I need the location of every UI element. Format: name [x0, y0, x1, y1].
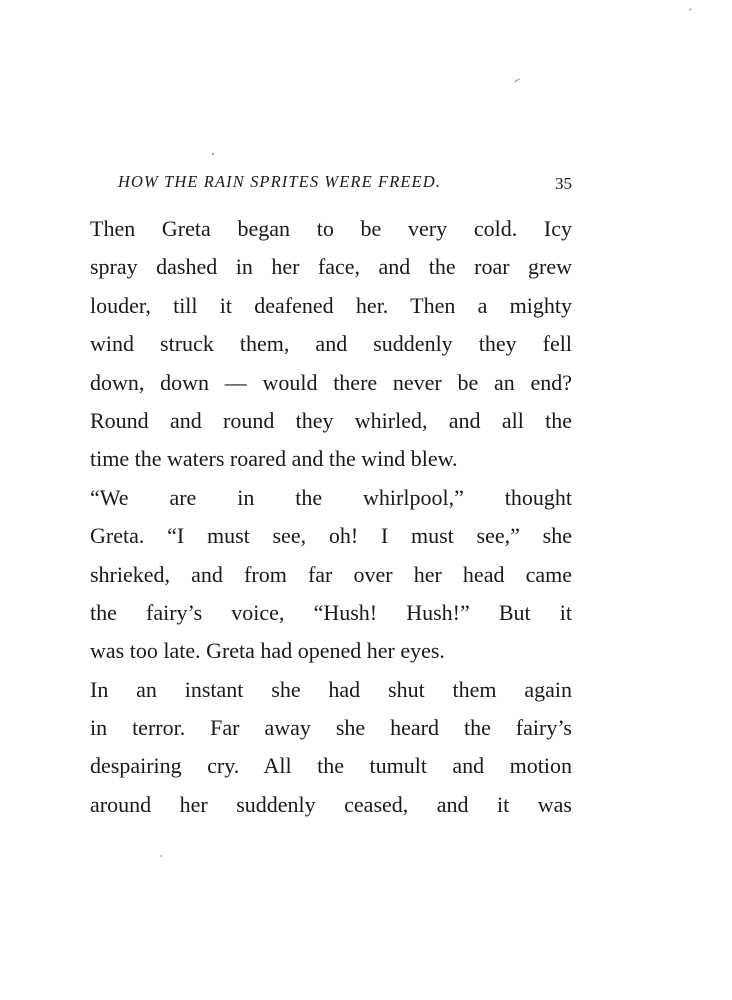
- text-line: despairing cry. All the tumult and motion: [90, 753, 572, 779]
- paper-speck: [514, 78, 519, 82]
- paper-speck: [160, 855, 162, 857]
- text-line: around her suddenly ceased, and it was: [90, 791, 572, 817]
- text-line: “We are in the whirlpool,” thought: [90, 484, 572, 510]
- text-line: was too late. Greta had opened her eyes.: [90, 638, 445, 664]
- text-line: Then Greta began to be very cold. Icy: [90, 216, 572, 241]
- text-line: Round and round they whirled, and all the: [90, 407, 572, 433]
- paper-speck: [689, 8, 692, 11]
- page-number: 35: [555, 174, 572, 193]
- text-line: the fairy’s voice, “Hush! Hush!” But it: [90, 599, 572, 625]
- body-text: [90, 210, 572, 824]
- text-line: wind struck them, and suddenly they fell: [90, 331, 572, 357]
- text-line: spray dashed in her face, and the roar grew: [90, 254, 572, 280]
- running-head: [90, 172, 572, 200]
- text-line: In an instant she had shut them again: [90, 676, 572, 702]
- text-line: down, down — would there never be an end?: [90, 369, 572, 395]
- text-line: Greta. “I must see, oh! I must see,” she: [90, 523, 572, 549]
- text-line: in terror. Far away she heard the fairy’s: [90, 715, 572, 741]
- text-line: time the waters roared and the wind blew.: [90, 446, 458, 472]
- running-title: HOW THE RAIN SPRITES WERE FREED.: [118, 172, 441, 191]
- text-line: shrieked, and from far over her head came: [90, 561, 572, 587]
- text-line: louder, till it deafened her. Then a mighty: [90, 292, 572, 318]
- paper-speck: [212, 153, 214, 155]
